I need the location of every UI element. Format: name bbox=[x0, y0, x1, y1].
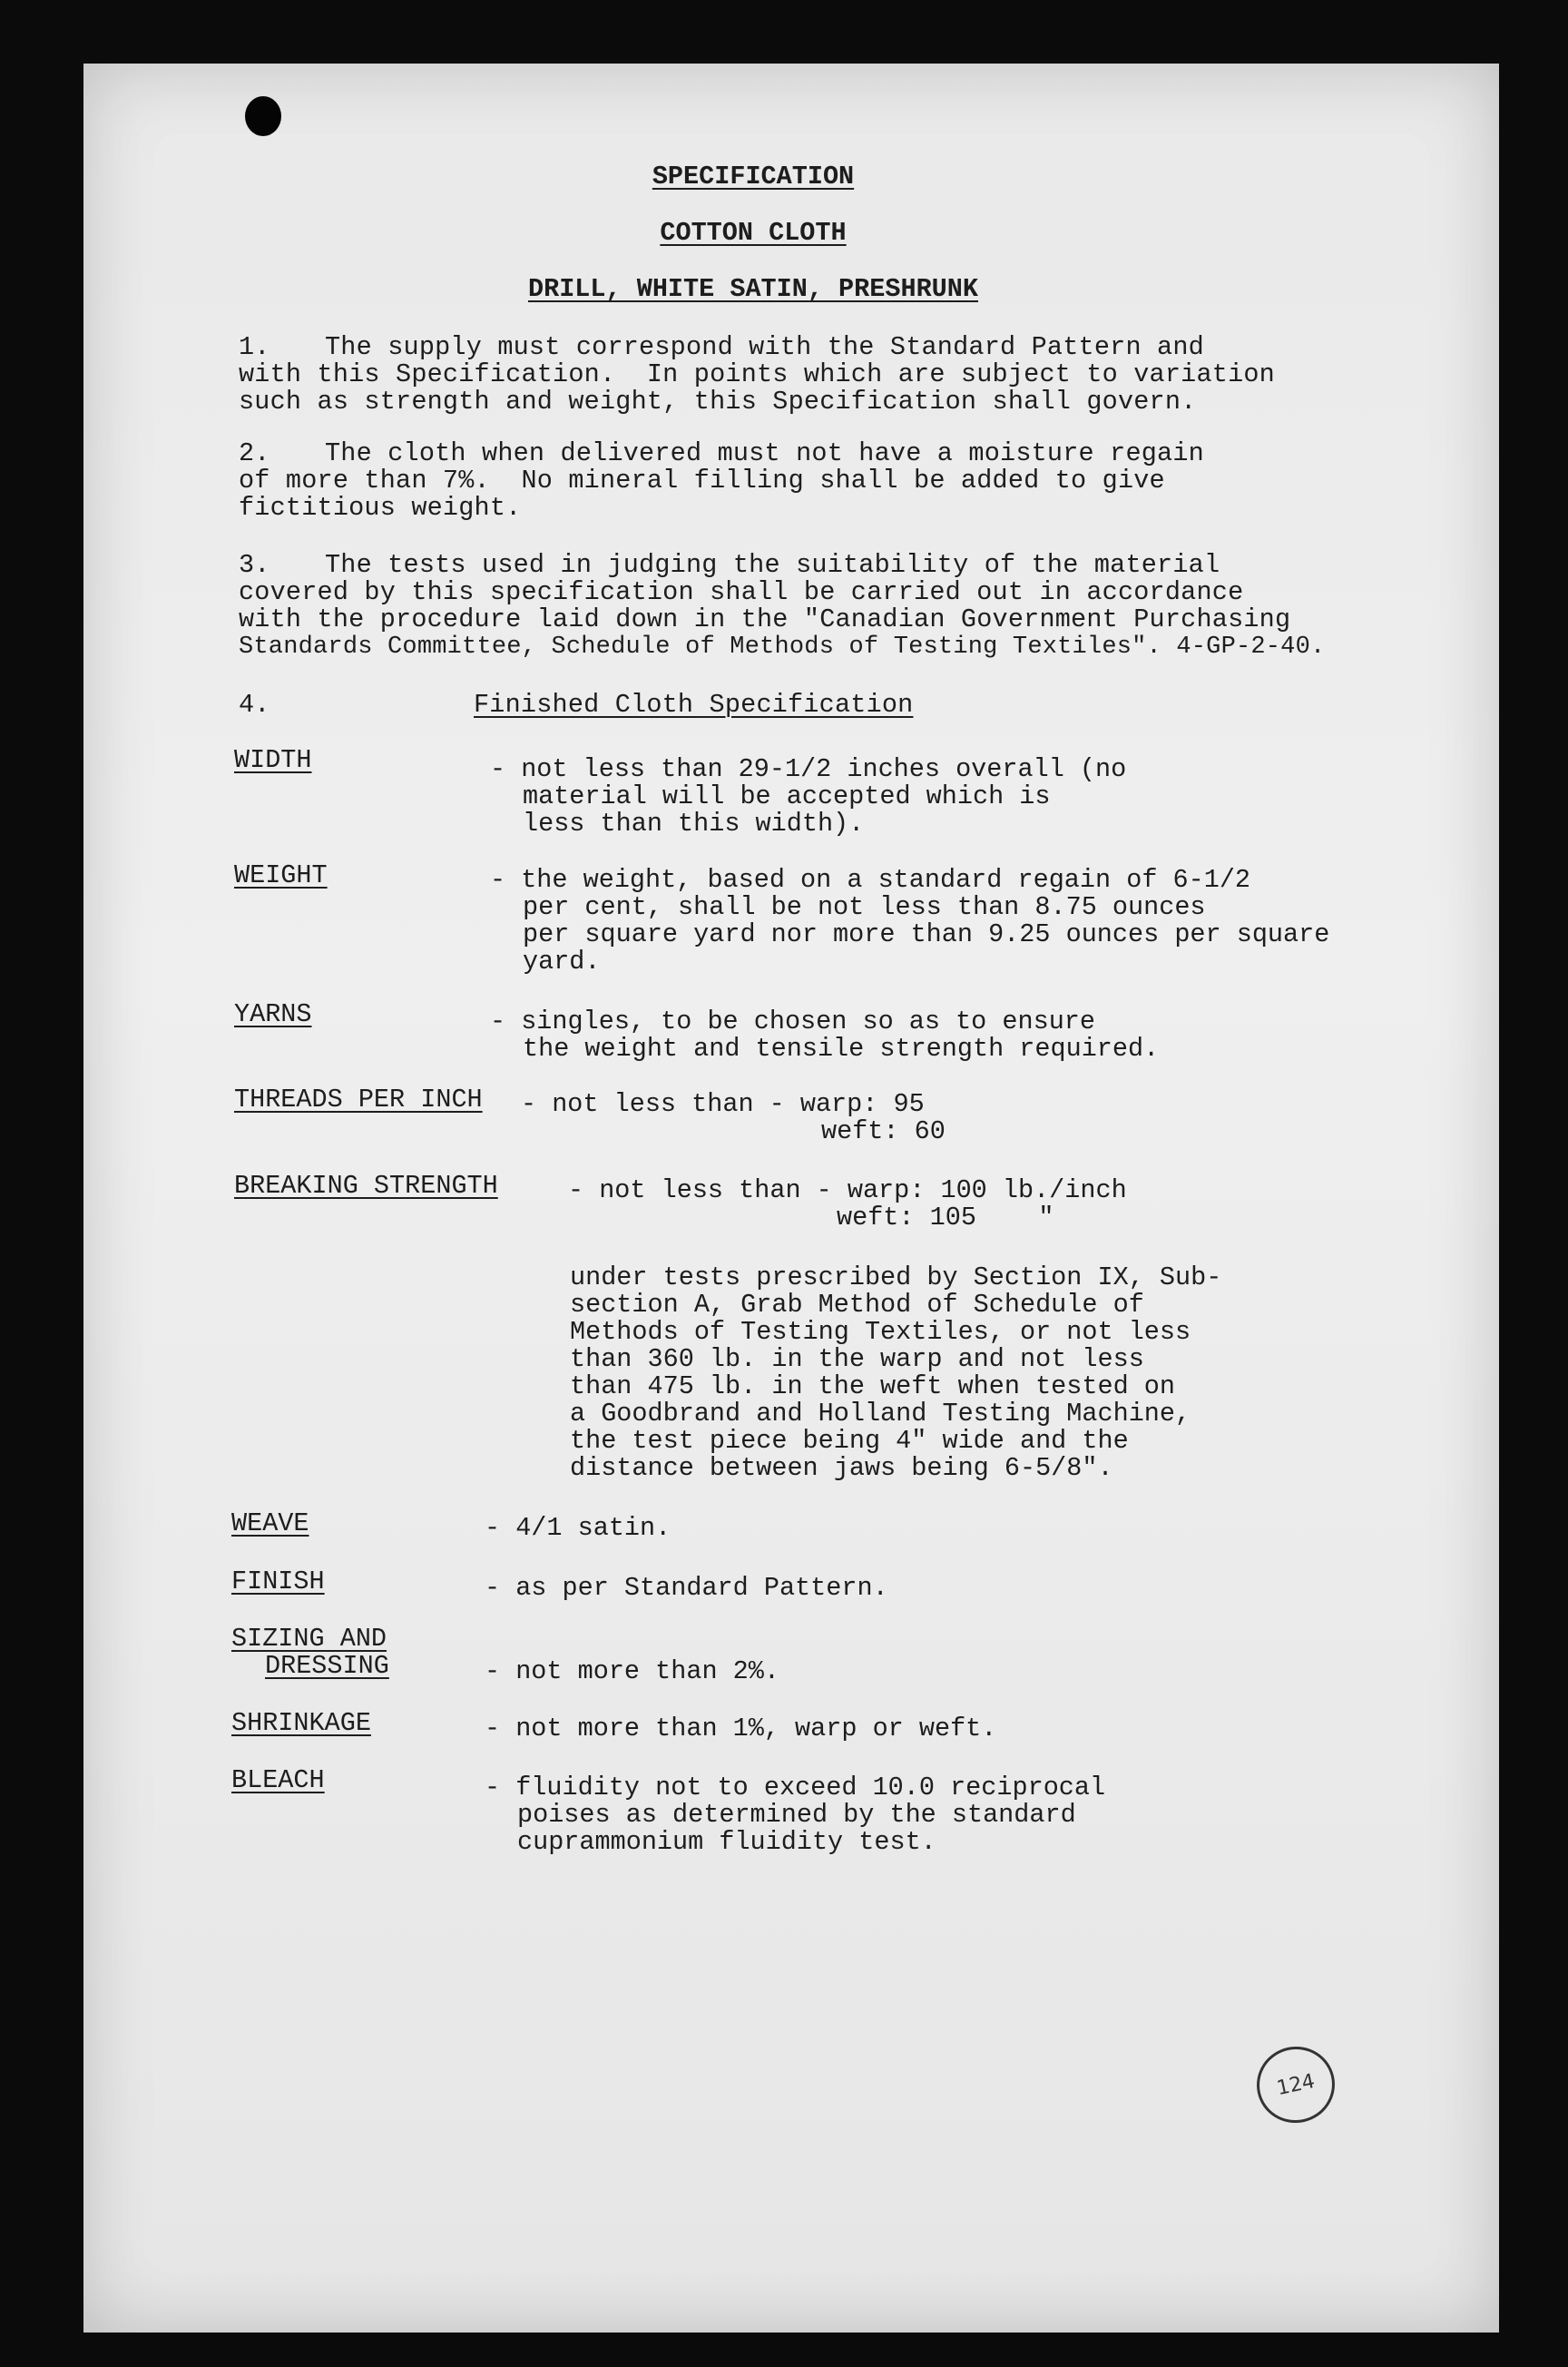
paragraph-line: with this Specification. In points which are subject to variation bbox=[239, 359, 1275, 389]
spec-note-line: section A, Grab Method of Schedule of bbox=[570, 1290, 1144, 1320]
spec-label-weight: WEIGHT bbox=[234, 860, 328, 890]
page-number-stamp: 124 bbox=[1250, 2039, 1342, 2130]
spec-note-line: than 360 lb. in the warp and not less bbox=[570, 1344, 1144, 1374]
spec-label-yarns: YARNS bbox=[234, 999, 312, 1029]
spec-line: - fluidity not to exceed 10.0 reciprocal bbox=[485, 1773, 1106, 1802]
spec-label-shrinkage: SHRINKAGE bbox=[231, 1708, 371, 1738]
paragraph-number: 2. bbox=[239, 438, 270, 468]
paragraph-line: The cloth when delivered must not have a moisture regain bbox=[325, 438, 1204, 468]
paragraph-line: The tests used in judging the suitability of the material bbox=[325, 550, 1220, 580]
spec-label-dressing: DRESSING bbox=[265, 1651, 389, 1681]
paragraph-line: The supply must correspond with the Standard Pattern and bbox=[325, 332, 1204, 362]
spec-label-weave: WEAVE bbox=[231, 1508, 309, 1538]
paragraph-line: fictitious weight. bbox=[239, 493, 522, 523]
spec-line: - 4/1 satin. bbox=[485, 1513, 671, 1543]
paragraph-line: covered by this specification shall be carried out in accordance bbox=[239, 577, 1244, 607]
spec-line: per cent, shall be not less than 8.75 ounces bbox=[523, 892, 1206, 922]
document-subtitle: COTTON CLOTH bbox=[660, 218, 847, 248]
spec-line: - not less than 29-1/2 inches overall (no bbox=[490, 754, 1127, 784]
spec-label-bleach: BLEACH bbox=[231, 1765, 325, 1795]
spec-line: the weight and tensile strength required. bbox=[523, 1034, 1160, 1064]
spec-note-line: Methods of Testing Textiles, or not less bbox=[570, 1317, 1191, 1347]
paragraph-number: 3. bbox=[239, 550, 270, 580]
spec-line: weft: 60 bbox=[821, 1116, 946, 1146]
spec-line: - not less than - warp: 100 lb./inch bbox=[568, 1175, 1127, 1205]
spec-note-line: the test piece being 4" wide and the bbox=[570, 1426, 1129, 1456]
spec-line: weft: 105 " bbox=[837, 1203, 1054, 1233]
section-number: 4. bbox=[239, 690, 270, 720]
spec-note-line: a Goodbrand and Holland Testing Machine, bbox=[570, 1399, 1191, 1429]
spec-label-breaking: BREAKING STRENGTH bbox=[234, 1171, 498, 1201]
spec-line: - not more than 2%. bbox=[485, 1656, 779, 1686]
spec-line: - not more than 1%, warp or weft. bbox=[485, 1714, 997, 1743]
spec-line: material will be accepted which is bbox=[523, 781, 1051, 811]
paragraph-line: such as strength and weight, this Specification shall govern. bbox=[239, 387, 1197, 417]
spec-line: less than this width). bbox=[523, 809, 865, 839]
punch-hole bbox=[245, 96, 281, 136]
paragraph-number: 1. bbox=[239, 332, 270, 362]
spec-label-finish: FINISH bbox=[231, 1567, 325, 1596]
section-title: Finished Cloth Specification bbox=[474, 690, 914, 720]
spec-label-width: WIDTH bbox=[234, 745, 312, 775]
spec-line: - the weight, based on a standard regain of 6-1/2 bbox=[490, 865, 1251, 895]
product-name: DRILL, WHITE SATIN, PRESHRUNK bbox=[528, 274, 978, 304]
spec-note-line: distance between jaws being 6-5/8". bbox=[570, 1453, 1113, 1483]
paragraph-line: Standards Committee, Schedule of Methods of Testing Textiles". 4-GP-2-40. bbox=[239, 633, 1326, 661]
spec-line: - as per Standard Pattern. bbox=[485, 1573, 888, 1603]
paragraph-line: of more than 7%. No mineral filling shall be added to give bbox=[239, 466, 1165, 496]
spec-line: poises as determined by the standard bbox=[517, 1800, 1076, 1830]
spec-note-line: than 475 lb. in the weft when tested on bbox=[570, 1371, 1176, 1401]
spec-line: - not less than - warp: 95 bbox=[521, 1089, 925, 1119]
spec-line: - singles, to be chosen so as to ensure bbox=[490, 1007, 1096, 1036]
spec-label-sizing: SIZING AND bbox=[231, 1624, 387, 1654]
paragraph-line: with the procedure laid down in the "Canadian Government Purchasing bbox=[239, 604, 1291, 634]
spec-line: cuprammonium fluidity test. bbox=[517, 1827, 936, 1857]
spec-label-threads: THREADS PER INCH bbox=[234, 1085, 483, 1115]
spec-note-line: under tests prescribed by Section IX, Sub- bbox=[570, 1262, 1222, 1292]
spec-line: per square yard nor more than 9.25 ounces per square bbox=[523, 919, 1330, 949]
document-title: SPECIFICATION bbox=[652, 162, 855, 192]
spec-line: yard. bbox=[523, 947, 601, 977]
